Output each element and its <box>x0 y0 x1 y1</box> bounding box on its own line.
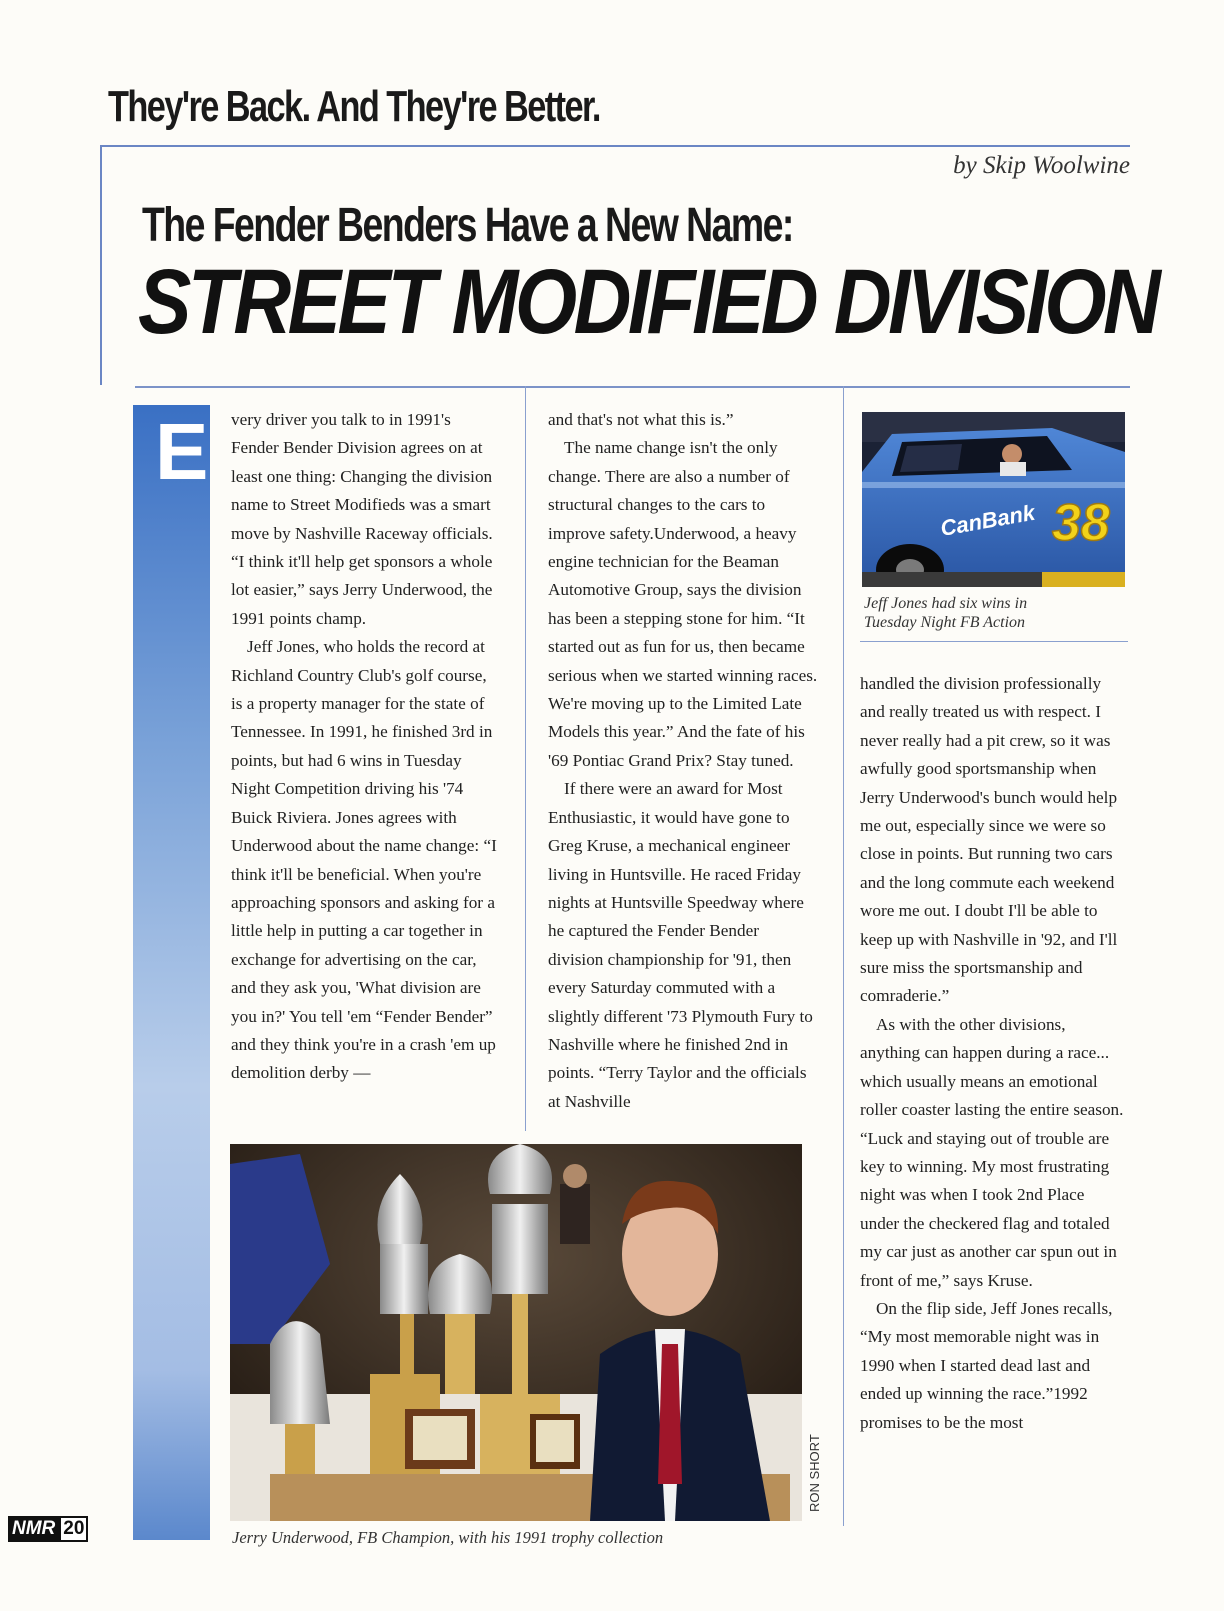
article-column-3 <box>860 670 1126 1437</box>
caption-divider <box>860 641 1128 642</box>
caption-line: Jeff Jones had six wins in <box>864 595 1028 612</box>
drop-cap: E <box>155 407 209 496</box>
paragraph: very driver you talk to in 1991's Fender Bender Division agrees on at least one thing: Changing the division name to Street Modifieds was a smart move by Nashville Raceway officials. “I think it'll help get sponsors a whole lot easier,” says Jerry Underwood, the 1991 points champ. <box>231 410 493 628</box>
trophy-photo-caption: Jerry Underwood, FB Champion, with his 1991 trophy collection <box>232 1528 664 1547</box>
paragraph: As with the other divisions, anything can happen during a race... which usually means an emotional roller coaster lasting the entire season. “Luck and staying out of trouble are key to winning. My most frustrating night was when I took 2nd Place under the checkered flag and totaled my car just as another car spun out in front of me,” says Kruse. <box>860 1014 1124 1290</box>
frame-top-rule <box>100 145 1130 147</box>
paragraph: On the flip side, Jeff Jones recalls, “My most memorable night was in 1990 when I started dead last and ended up winning the race.”1992 promises to be the most <box>860 1298 1113 1432</box>
race-car-illustration <box>862 412 1125 587</box>
caption-line: Tuesday Night FB Action <box>864 614 1026 631</box>
column-rule-1 <box>525 386 526 1131</box>
paragraph: If there were an award for Most Enthusiastic, it would have gone to Greg Kruse, a mechanical engineer living in Huntsville. He raced Friday nights at Huntsville Speedway where he captured the Fender Bender division championship for '91, then every Saturday commuted with a slightly different '73 Plymouth Fury to Nashville where he finished 2nd in points. “Terry Taylor and the officials at Nashville <box>548 779 813 1111</box>
page-folio <box>8 1516 88 1542</box>
paragraph: and that's not what this is.” <box>548 410 734 429</box>
kicker-headline: They're Back. And They're Better. <box>108 82 600 131</box>
headline-line-1: The Fender Benders Have a New Name: <box>142 199 793 252</box>
car-sponsor-text: CanBank <box>938 499 1037 541</box>
race-car-photo <box>862 412 1125 587</box>
frame-left-rule <box>100 145 102 385</box>
blue-gradient-bar <box>133 405 210 1540</box>
article-column-1 <box>231 406 499 1088</box>
headline-divider <box>135 386 1130 388</box>
car-number: 38 <box>1052 494 1110 552</box>
trophy-photo <box>230 1144 802 1521</box>
paragraph: handled the division professionally and really treated us with respect. I never really had a pit crew, so it was awfully good sportsmanship when Jerry Underwood's bunch would help me out, especially since we were so close in points. But running two cars and the long commute each weekend wore me out. I doubt I'll be able to keep up with Nashville in '92, and I'll sure miss the sportsmanship and comraderie.” <box>860 674 1118 1006</box>
headline-line-2: STREET MODIFIED DIVISION <box>138 251 1158 353</box>
page-number: 20 <box>59 1516 88 1542</box>
car-photo-caption <box>864 594 1124 632</box>
byline: by Skip Woolwine <box>953 152 1130 179</box>
photo-credit: RON SHORT <box>807 1434 822 1512</box>
magazine-logo: NMR <box>8 1516 59 1542</box>
trophy-scene-illustration <box>230 1144 802 1521</box>
article-column-2 <box>548 406 818 1116</box>
paragraph: Jeff Jones, who holds the record at Richland Country Club's golf course, is a property manager for the state of Tennessee. In 1991, he finished 3rd in points, but had 6 wins in Tuesday Night Competition driving his '74 Buick Riviera. Jones agrees with Underwood about the name change: “I think it'll be beneficial. When you're approaching sponsors and asking for a little help in putting a car together in exchange for advertising on the car, and they ask you, 'What division are you in?' You tell 'em “Fender Bender” and they think you're in a crash 'em up demolition derby — <box>231 637 497 1083</box>
paragraph: The name change isn't the only change. There are also a number of structural changes to the cars to improve safety.Underwood, a heavy engine technician for the Beaman Automotive Group, says the division has been a stepping stone for him. “It started out as fun for us, then became serious when we started winning races. We're moving up to the Limited Late Models this year.” And the fate of his '69 Pontiac Grand Prix? Stay tuned. <box>548 438 818 770</box>
column-rule-2 <box>843 386 844 1526</box>
